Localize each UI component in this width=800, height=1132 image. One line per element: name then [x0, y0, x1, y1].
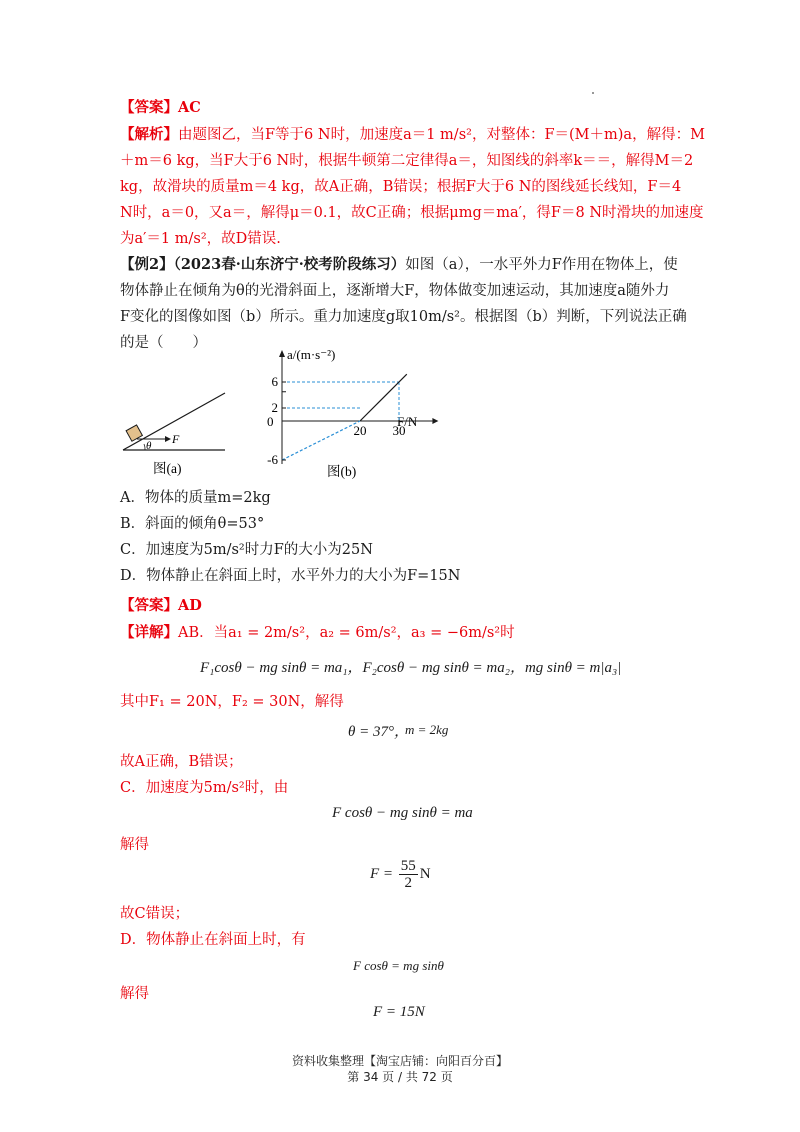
- analysis-line-4: N时，a＝0，又a＝，解得μ＝0.1，故C正确；根据μmg＝ma′，得F＝8 N时滑块的加速度: [120, 205, 704, 221]
- option-a: A．物体的质量m=2kg: [120, 490, 271, 506]
- answer-1: 【答案】AC: [120, 99, 201, 116]
- detail-line-2: 其中F₁ = 20N，F₂ = 30N，解得: [120, 694, 344, 710]
- analysis-line-5: 为a′＝1 m/s²，故D错误.: [120, 231, 281, 247]
- chart-y-axis-label: a/(m·s⁻²): [287, 347, 336, 362]
- chart-title: 图(b): [327, 464, 357, 479]
- chart-x-tick-label: 30: [392, 423, 406, 438]
- analysis-line-1: 【解析】由题图乙，当F等于6 N时，加速度a＝1 m/s²，对整体：F＝(M＋m)a，解得：M: [120, 126, 705, 143]
- figure-a-force-label: F: [172, 432, 180, 446]
- equation-5: F cosθ = mg sinθ: [353, 958, 444, 973]
- option-b: B．斜面的倾角θ=53°: [120, 516, 265, 532]
- equation-1: F₁cosθ − mg sinθ = ma₁，F₂cosθ − mg sinθ = ma₂，mg sinθ = m|a₃|: [200, 660, 622, 676]
- detail-line-6: 故C错误；: [120, 906, 190, 922]
- equation-4-fraction: $\frac{55}{2}$: [400, 858, 416, 891]
- chart-y-axis-arrow: [279, 350, 285, 357]
- figure-a-arrow-head: [165, 436, 171, 442]
- footer-source: 资料收集整理【淘宝店铺：向阳百分百】: [291, 1054, 508, 1068]
- example-2-line-4: 的是（ ）: [120, 335, 207, 351]
- example-2-line-1: 【例2】（2023春·山东济宁·校考阶段练习）如图（a），一水平外力F作用在物体上，使: [120, 256, 678, 273]
- chart-series-extension: [282, 421, 360, 460]
- chart-x-axis-arrow: [432, 418, 438, 424]
- equation-3: F cosθ − mg sinθ = ma: [332, 805, 473, 821]
- figure-a-caption: 图(a): [153, 461, 182, 476]
- chart-y-tick-label: -6: [267, 452, 278, 467]
- chart-origin-label: 0: [267, 414, 274, 429]
- analysis-line-3: kg，故滑块的质量m＝4 kg，故A正确，B错误；根据F大于6 N的图线延长线知，F＝4: [120, 179, 682, 195]
- equation-2a: θ = 37°，: [348, 724, 409, 740]
- detail-line-1: 【详解】AB．当a₁ = 2m/s²，a₂ = 6m/s²，a₃ = −6m/s²时: [120, 624, 515, 641]
- figure-b-chart: [255, 345, 445, 485]
- answer-2: 【答案】AD: [120, 597, 202, 614]
- chart-x-axis-label: F/N: [397, 414, 418, 429]
- equation-6: F = 15N: [373, 1004, 425, 1020]
- figure-a-angle-arc: [144, 444, 145, 450]
- detail-line-3: 故A正确，B错误；: [120, 754, 243, 770]
- figure-a: [115, 385, 235, 485]
- detail-line-5: 解得: [120, 837, 149, 853]
- equation-4: F = $\frac{55}{2}$ N: [370, 858, 431, 891]
- example-2-line-2: 物体静止在倾角为θ的光滑斜面上，逐渐增大F，物体做变加速运动，其加速度a随外力: [120, 283, 670, 299]
- detail-line-7: D．物体静止在斜面上时，有: [120, 932, 306, 948]
- equation-2b: m = 2kg: [405, 722, 449, 737]
- chart-x-tick-label: 20: [353, 423, 367, 438]
- option-d: D．物体静止在斜面上时，水平外力的大小为F=15N: [120, 568, 461, 584]
- chart-y-tick-label: 2: [271, 400, 278, 415]
- detail-line-8: 解得: [120, 986, 149, 1002]
- scan-dot: [592, 92, 594, 94]
- chart-y-tick-label: 6: [271, 374, 278, 389]
- example-2-line-3: F变化的图像如图（b）所示。重力加速度g取10m/s²。根据图（b）判断，下列说法正确: [120, 309, 687, 325]
- detail-line-4: C．加速度为5m/s²时，由: [120, 780, 289, 796]
- figure-a-theta-label: θ: [146, 440, 152, 452]
- footer-page-number: 第 34 页 / 共 72 页: [347, 1070, 453, 1084]
- option-c: C．加速度为5m/s²时力F的大小为25N: [120, 542, 373, 558]
- analysis-line-2: ＋m＝6 kg，当F大于6 N时，根据牛顿第二定律得a＝，知图线的斜率k＝＝，解得M＝2: [120, 153, 694, 169]
